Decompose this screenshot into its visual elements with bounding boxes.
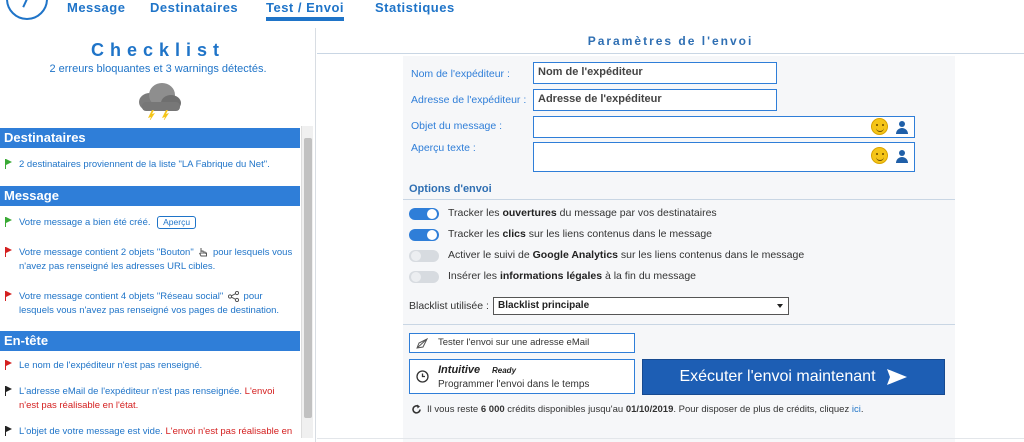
checklist-scrollbar[interactable]: [301, 126, 313, 438]
scrollbar-thumb[interactable]: [304, 138, 312, 418]
sender-email-label: Adresse de l'expéditeur :: [411, 94, 527, 106]
option-legal-info-label: Insérer les informations légales à la fin du message: [448, 270, 697, 282]
black-flag-icon: [5, 386, 13, 396]
sender-name-field[interactable]: Nom de l'expéditeur: [533, 62, 777, 84]
apercu-button[interactable]: Aperçu: [157, 216, 196, 229]
top-nav: [0, 0, 1024, 20]
refresh-icon[interactable]: [411, 404, 422, 415]
checklist-subtitle: 2 erreurs bloquantes et 3 warnings détectés.: [49, 63, 267, 75]
list-item: Votre message contient 4 objets "Réseau social" pour lesquels vous n'avez pas renseigné vos pages de destination.: [0, 290, 296, 318]
sender-email-field[interactable]: Adresse de l'expéditeur: [533, 89, 777, 111]
tab-test-envoi[interactable]: Test / Envoi: [266, 0, 344, 15]
tab-statistiques[interactable]: Statistiques: [375, 0, 455, 15]
divider: [403, 324, 955, 325]
chevron-down-icon: [777, 304, 783, 308]
personalize-person-icon[interactable]: [896, 121, 908, 134]
option-google-analytics-label: Activer le suivi de Google Analytics sur les liens contenus dans le message: [448, 249, 805, 261]
list-item: L'objet de votre message est vide. L'envoi n'est pas réalisable en: [0, 425, 296, 439]
sender-name-label: Nom de l'expéditeur :: [411, 68, 510, 80]
preview-label: Aperçu texte :: [411, 142, 476, 154]
list-item: Votre message contient 2 objets "Bouton" pour lesquels vous n'avez pas renseigné les adresses URL cibles.: [0, 246, 296, 274]
green-flag-icon: [5, 217, 13, 227]
emoji-icon[interactable]: [871, 118, 888, 135]
green-flag-icon: [5, 159, 13, 169]
paper-plane-icon: [416, 338, 428, 349]
options-title: Options d'envoi: [409, 183, 492, 195]
credits-link[interactable]: ici: [851, 404, 861, 415]
list-item: 2 destinataires proviennent de la liste "LA Fabrique du Net".: [0, 158, 296, 172]
params-form: [403, 56, 955, 442]
divider: [317, 438, 1024, 439]
tab-message[interactable]: Message: [67, 0, 126, 15]
blacklist-select[interactable]: Blacklist principale: [493, 297, 789, 315]
emoji-icon[interactable]: [871, 147, 888, 164]
toggle-legal-info[interactable]: [409, 271, 439, 283]
section-entete-header: En-tête: [0, 331, 300, 351]
share-icon: [228, 291, 239, 302]
option-track-clicks-label: Tracker les clics sur les liens contenus dans le message: [448, 228, 713, 240]
list-item: Votre message a bien été créé. Aperçu: [0, 216, 296, 230]
list-item: L'adresse eMail de l'expéditeur n'est pas renseignée. L'envoi n'est pas réalisable en l'état.: [0, 385, 296, 413]
red-flag-icon: [5, 247, 13, 257]
preview-text-field[interactable]: [533, 142, 915, 172]
checklist-panel: [0, 28, 316, 442]
red-flag-icon: [5, 360, 13, 370]
toggle-track-clicks[interactable]: [409, 229, 439, 241]
params-title: Paramètres de l'envoi: [317, 28, 1024, 54]
divider: [403, 199, 955, 200]
schedule-send-button[interactable]: Intuitive Ready Programmer l'envoi dans le temps: [409, 359, 635, 394]
subject-field[interactable]: [533, 116, 915, 138]
test-email-button[interactable]: Tester l'envoi sur une adresse eMail: [409, 333, 635, 353]
black-flag-icon: [5, 426, 13, 436]
clock-icon: [416, 370, 429, 383]
red-flag-icon: [5, 291, 13, 301]
execute-send-button[interactable]: Exécuter l'envoi maintenant: [642, 359, 945, 395]
pointer-hand-icon: [198, 247, 208, 258]
credits-info: Il vous reste 6 000 crédits disponibles jusqu'au 01/10/2019. Pour disposer de plus de crédits, cliquez ici.: [427, 404, 864, 415]
toggle-track-opens[interactable]: [409, 208, 439, 220]
paper-plane-icon: [886, 368, 908, 386]
personalize-person-icon[interactable]: [896, 150, 908, 163]
logo-icon: [6, 0, 48, 20]
params-panel: [317, 28, 1024, 442]
blacklist-label: Blacklist utilisée :: [409, 300, 489, 312]
storm-cloud-icon: [136, 80, 182, 120]
list-item: Le nom de l'expéditeur n'est pas renseigné.: [0, 359, 296, 373]
subject-label: Objet du message :: [411, 120, 503, 132]
option-track-opens-label: Tracker les ouvertures du message par vos destinataires: [448, 207, 717, 219]
toggle-google-analytics[interactable]: [409, 250, 439, 262]
section-destinataires-header: Destinataires: [0, 128, 300, 148]
checklist-title: Checklist: [90, 40, 226, 60]
section-message-header: Message: [0, 186, 300, 206]
tab-destinataires[interactable]: Destinataires: [150, 0, 239, 15]
